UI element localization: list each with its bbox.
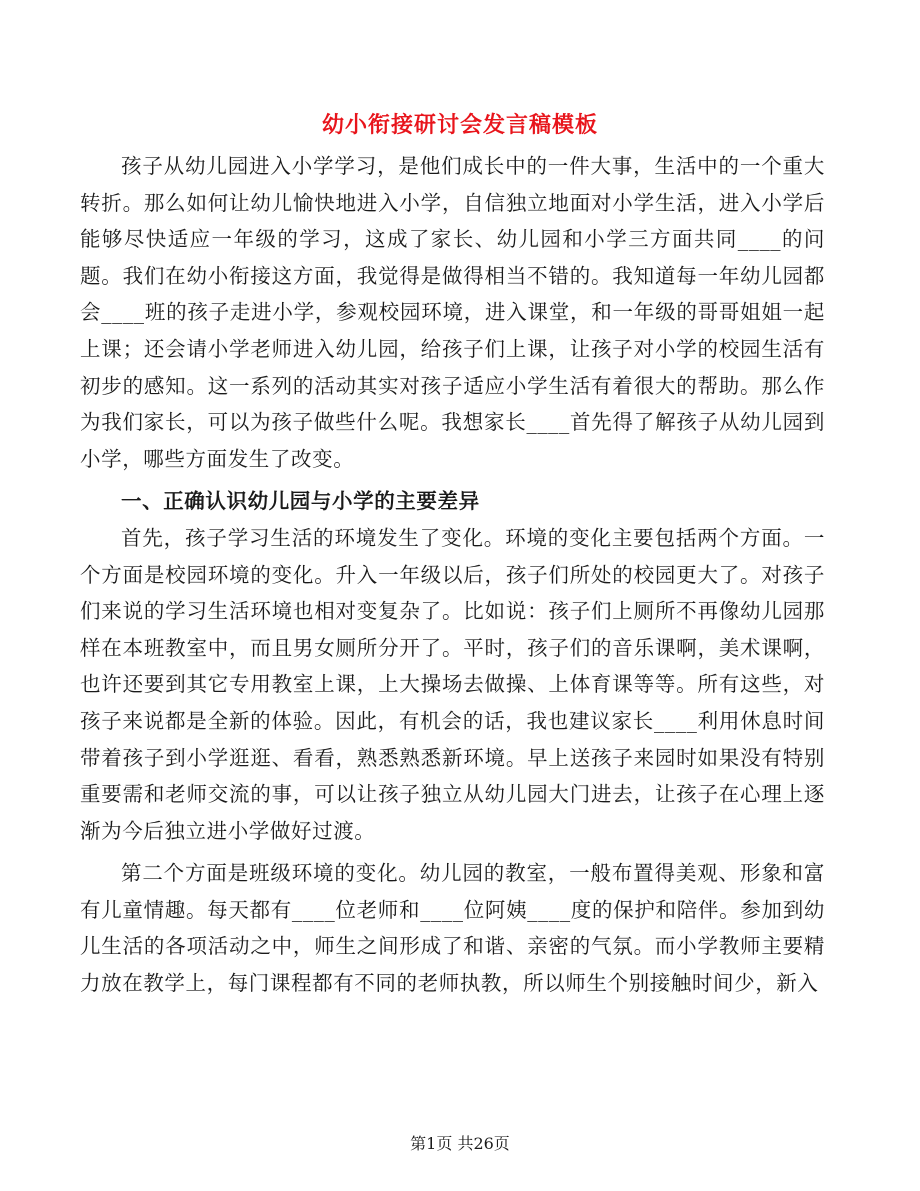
intro-paragraph: 孩子从幼儿园进入小学学习，是他们成长中的一件大事，生活中的一个重大转折。那么如何让幼儿愉快地进入小学，自信独立地面对小学生活，进入小学后能够尽快适应一年级的学习，这成了家长、幼儿园和小学三方面共同____的问题。我们在幼小衔接这方面，我觉得是做得相当不错的。我知道每一年幼儿园都会____班的孩子走进小学，参观校园环境，进入课堂，和一年级的哥哥姐姐一起上课；还会请小学老师进入幼儿园，给孩子们上课，让孩子对小学的校园生活有初步的感知。这一系列的活动其实对孩子适应小学生活有着很大的帮助。那么作为我们家长，可以为孩子做些什么呢。我想家长____首先得了解孩子从幼儿园到小学，哪些方面发生了改变。 <box>80 154 825 471</box>
page-number-footer: 第1页 共26页 <box>410 1134 510 1153</box>
document-title: 幼小衔接研讨会发言稿模板 <box>321 112 598 138</box>
document-body <box>80 148 825 1002</box>
section-1-paragraph-1: 首先，孩子学习生活的环境发生了变化。环境的变化主要包括两个方面。一个方面是校园环境的变化。升入一年级以后，孩子们所处的校园更大了。对孩子们来说的学习生活环境也相对变复杂了。比如说：孩子们上厕所不再像幼儿园那样在本班教室中，而且男女厕所分开了。平时，孩子们的音乐课啊，美术课啊，也许还要到其它专用教室上课，上大操场去做操、上体育课等等。所有这些，对孩子来说都是全新的体验。因此，有机会的话，我也建议家长____利用休息时间带着孩子到小学逛逛、看看，熟悉熟悉新环境。早上送孩子来园时如果没有特别重要需和老师交流的事，可以让孩子独立从幼儿园大门进去，让孩子在心理上逐渐为今后独立进小学做好过渡。 <box>80 525 825 843</box>
section-heading-1: 一、正确认识幼儿园与小学的主要差异 <box>121 489 480 514</box>
section-1-paragraph-2: 第二个方面是班级环境的变化。幼儿园的教室，一般布置得美观、形象和富有儿童情趣。每天都有____位老师和____位阿姨____度的保护和陪伴。参加到幼儿生活的各项活动之中，师生之间形成了和谐、亲密的气氛。而小学教师主要精力放在教学上，每门课程都有不同的老师执教，所以师生个别接触时间少，新入 <box>80 861 825 996</box>
